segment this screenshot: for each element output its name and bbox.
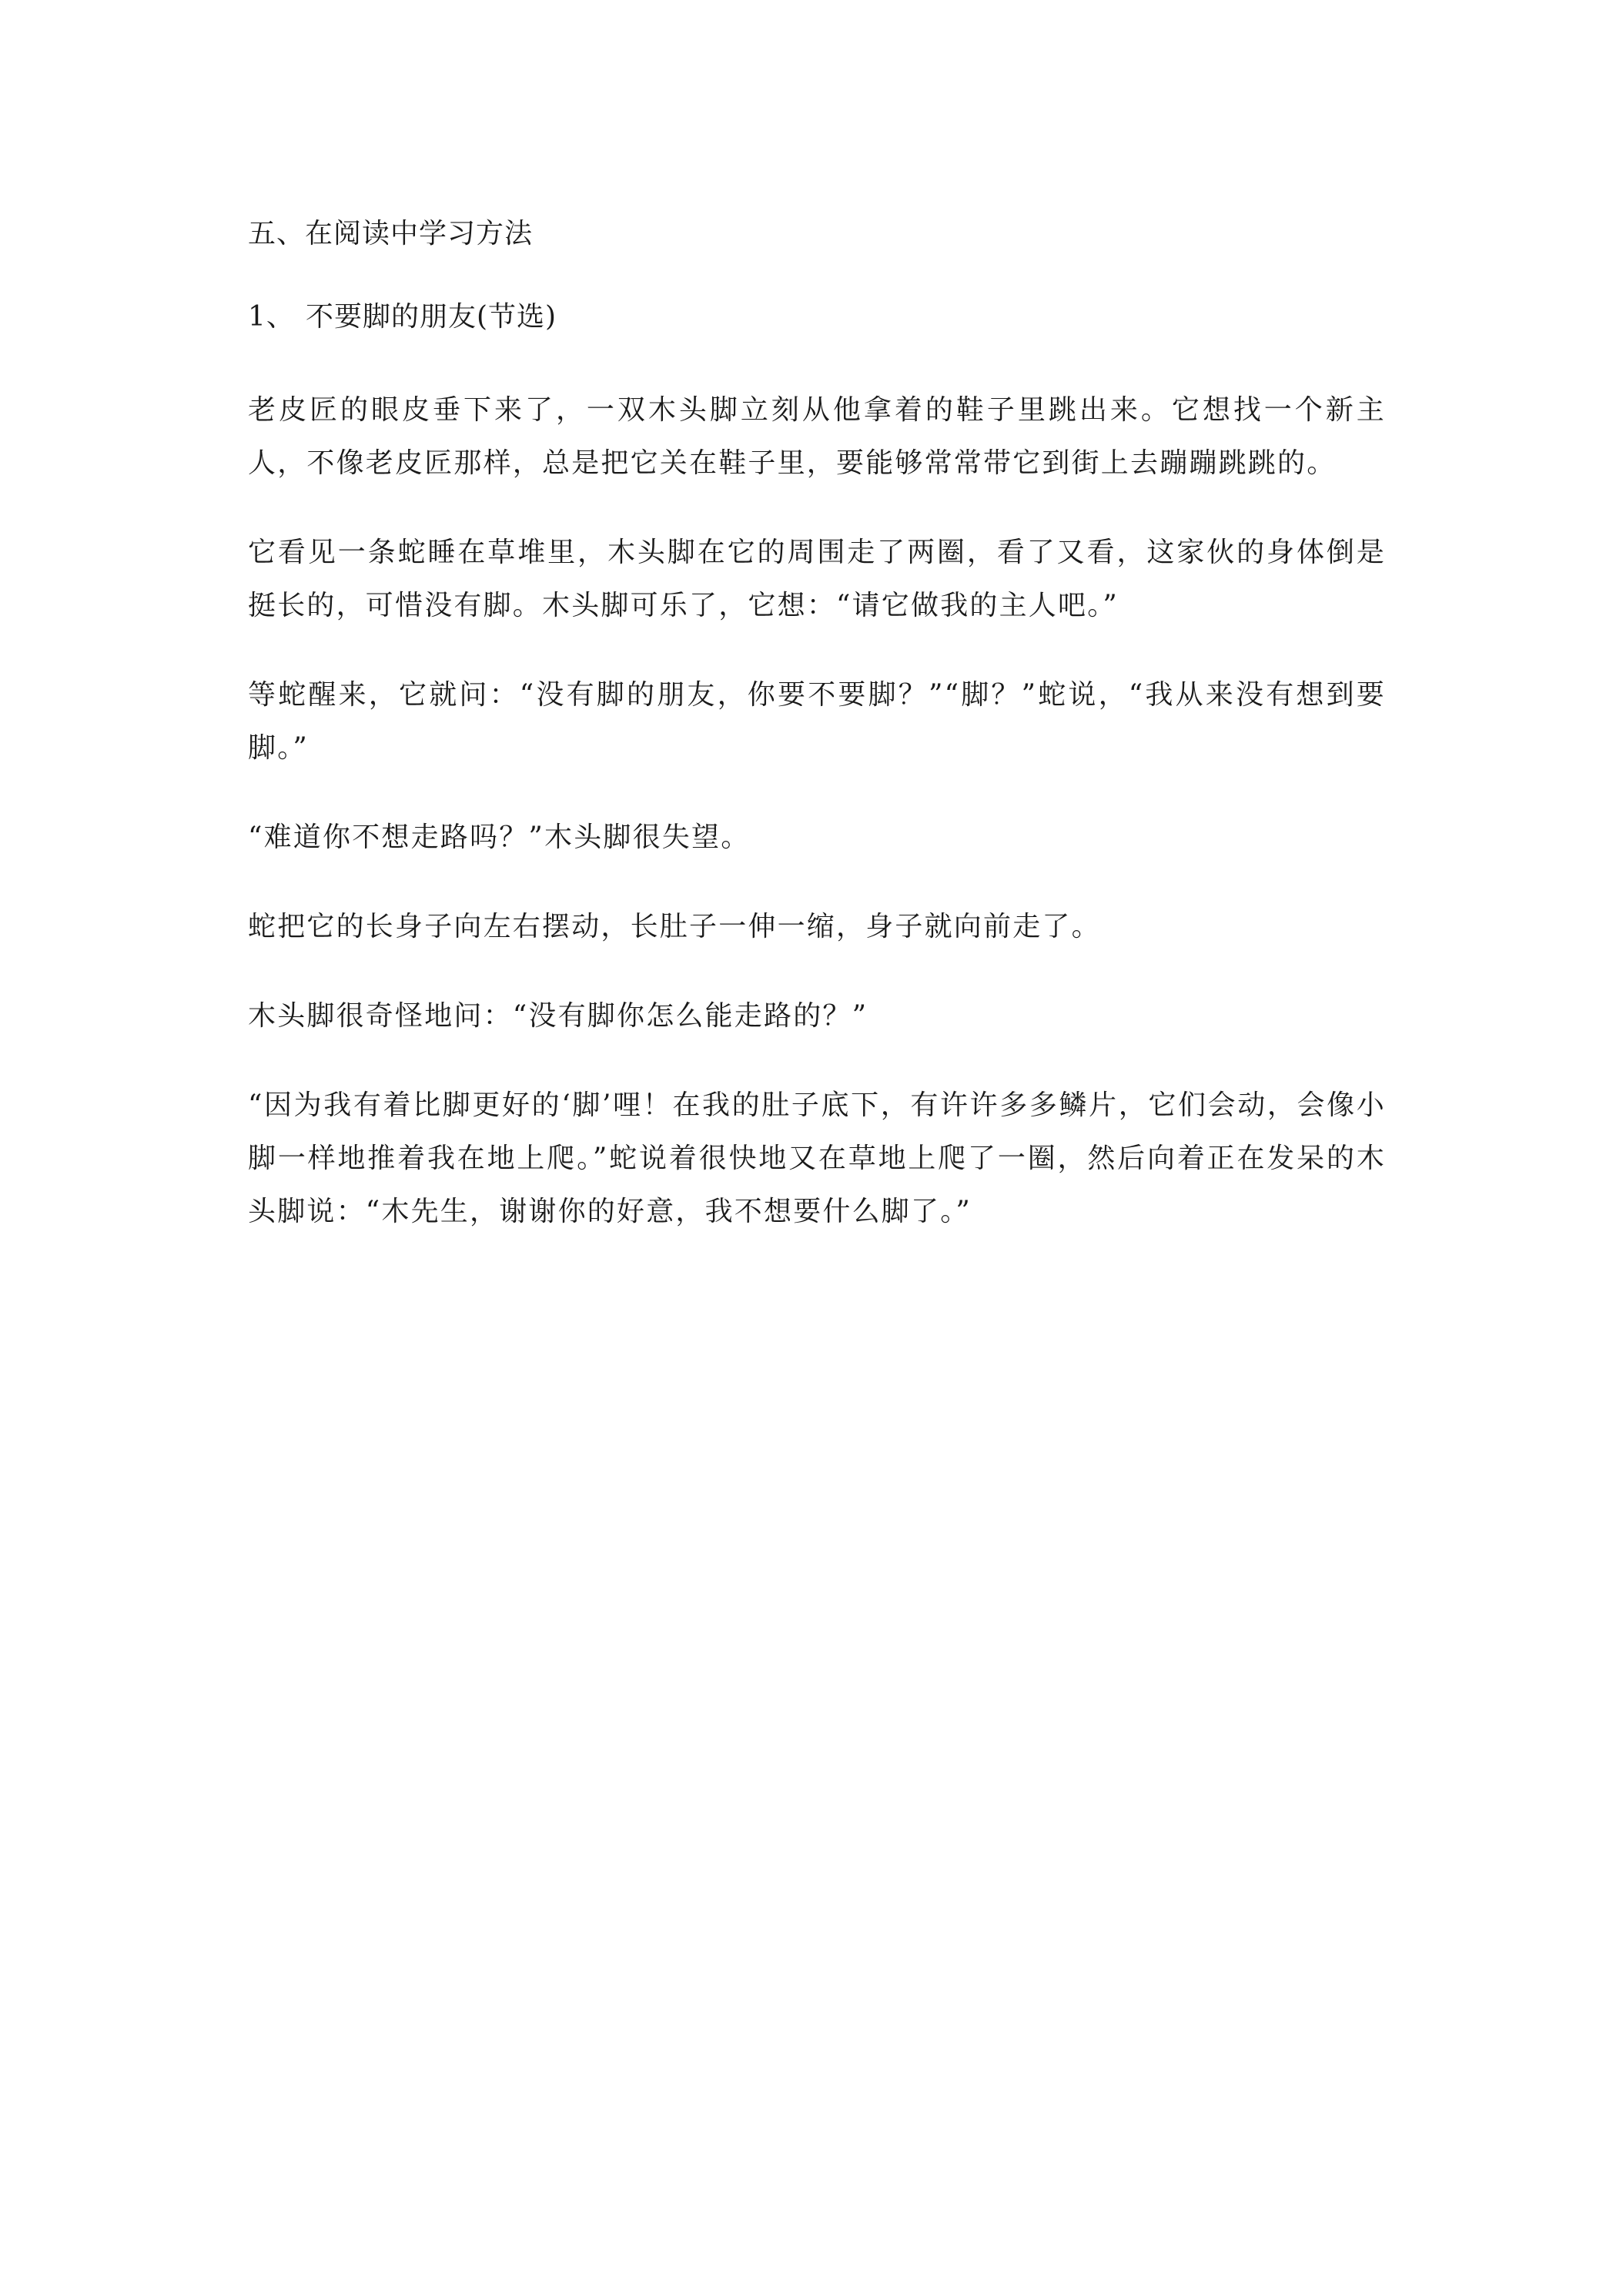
paragraph: “因为我有着比脚更好的‘脚’哩！在我的肚子底下，有许许多多鳞片，它们会动，会像小脚一样地推着我在地上爬。”蛇说着很快地又在草地上爬了一圈，然后向着正在发呆的木头脚说：“木先生，谢谢你的好意，我不想要什么脚了。” [248, 1089, 1386, 1227]
story-title-text: 不要脚的朋友(节选) [306, 301, 557, 333]
paragraph: 老皮匠的眼皮垂下来了，一双木头脚立刻从他拿着的鞋子里跳出来。它想找一个新主人，不像老皮匠那样，总是把它关在鞋子里，要能够常常带它到街上去蹦蹦跳跳的。 [248, 394, 1386, 479]
story-title [248, 295, 1386, 340]
section-title: 五、在阅读中学习方法 [248, 218, 534, 249]
paragraph: “难道你不想走路吗？”木头脚很失望。 [248, 822, 751, 853]
paragraph: 等蛇醒来，它就问：“没有脚的朋友，你要不要脚？”“脚？”蛇说，“我从来没有想到要脚。” [248, 679, 1386, 764]
story-number: 1、 [248, 301, 295, 333]
paragraph: 木头脚很奇怪地问：“没有脚你怎么能走路的？” [248, 1000, 868, 1032]
paragraph: 它看见一条蛇睡在草堆里，木头脚在它的周围走了两圈，看了又看，这家伙的身体倒是挺长的，可惜没有脚。木头脚可乐了，它想：“请它做我的主人吧。” [248, 537, 1386, 621]
document-body [248, 212, 1386, 1274]
paragraph: 蛇把它的长身子向左右摆动，长肚子一伸一缩，身子就向前走了。 [248, 911, 1101, 942]
